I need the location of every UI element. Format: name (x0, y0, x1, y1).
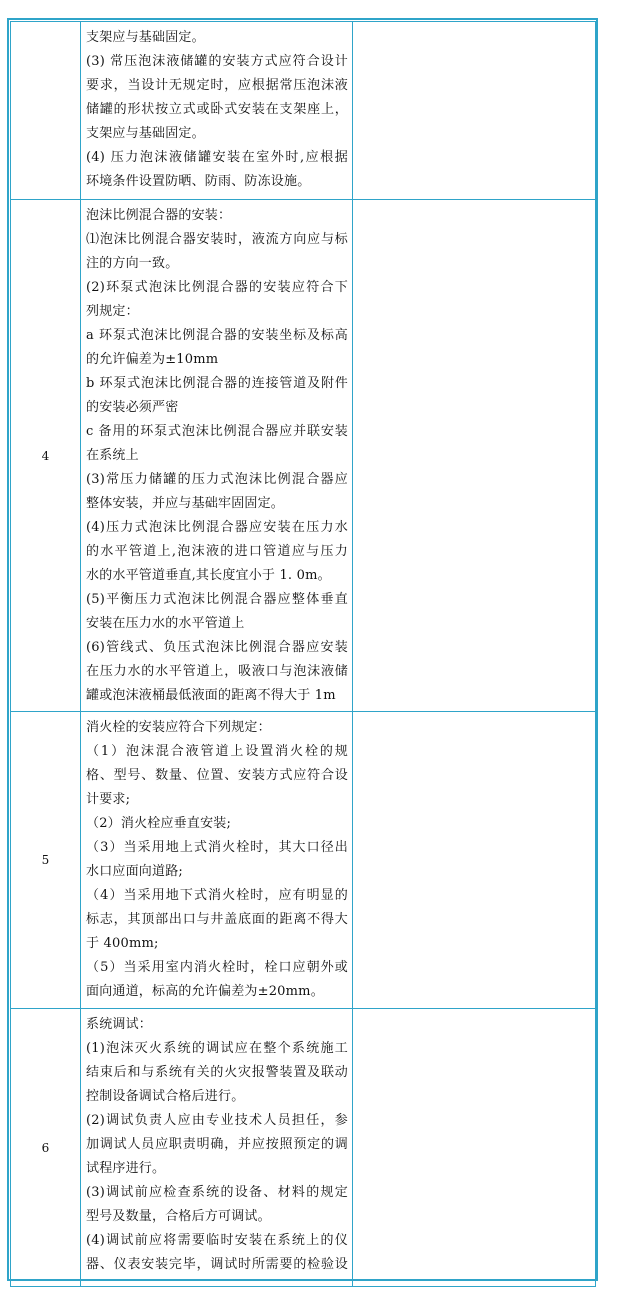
requirement-line: 要求，当设计无规定时，应根据常压泡沫液 (86, 78, 348, 93)
requirement-line: (3)常压力储罐的压力式泡沫比例混合器应 (86, 472, 348, 487)
requirement-line: 于 400mm; (86, 936, 159, 951)
requirement-line: 整体安装，并应与基础牢固固定。 (86, 496, 285, 511)
requirement-line: b 环泵式泡沫比例混合器的连接管道及附件 (86, 376, 348, 391)
requirement-line: 试程序进行。 (86, 1161, 166, 1176)
requirement-line: (5)平衡压力式泡沫比例混合器应整体垂直 (86, 592, 348, 607)
requirement-line: (4)调试前应将需要临时安装在系统上的仪 (86, 1233, 348, 1248)
item-number: 4 (11, 200, 81, 712)
requirement-line: 水口应面向道路; (86, 864, 183, 879)
requirement-line: (3)调试前应检查系统的设备、材料的规定 (86, 1185, 348, 1200)
requirement-line: （5）当采用室内消火栓时，栓口应朝外或 (86, 960, 348, 975)
requirement-line: 安装在压力水的水平管道上 (86, 616, 245, 631)
requirement-line: 结束后和与系统有关的火灾报警装置及联动 (86, 1065, 348, 1080)
requirement-line: 器、仪表安装完毕，调试时所需要的检验设 (86, 1257, 348, 1272)
requirement-line: 水的水平管道垂直,其长度宜小于 1. 0m。 (86, 568, 331, 583)
requirement-line: 控制设备调试合格后进行。 (86, 1089, 245, 1104)
requirement-line: c 备用的环泵式泡沫比例混合器应并联安装 (86, 424, 348, 439)
table-row (11, 712, 596, 1009)
requirement-line: 支架应与基础固定。 (86, 126, 205, 141)
requirement-line: (2)环泵式泡沫比例混合器的安装应符合下 (86, 280, 348, 295)
requirement-line: 在压力水的水平管道上，吸液口与泡沫液储 (86, 664, 348, 679)
item-number: 5 (11, 712, 81, 1009)
requirement-line: ⑴泡沫比例混合器安装时，液流方向应与标 (86, 232, 348, 247)
requirement-line: (4)压力式泡沫比例混合器应安装在压力水 (86, 520, 348, 535)
requirement-line: （4）当采用地下式消火栓时，应有明显的 (86, 888, 348, 903)
remark-cell (353, 22, 596, 200)
item-number (11, 22, 81, 200)
remark-cell (353, 712, 596, 1009)
requirement-line: 罐或泡沫液桶最低液面的距离不得大于 1m (86, 688, 336, 703)
requirement-line: (2)调试负责人应由专业技术人员担任，参 (86, 1113, 348, 1128)
requirement-line: (4) 压力泡沫液储罐安装在室外时,应根据 (86, 150, 348, 165)
requirement-line: 注的方向一致。 (86, 256, 179, 271)
requirement-line: (6)管线式、负压式泡沫比例混合器应安装 (86, 640, 348, 655)
requirement-line: 加调试人员应职责明确，并应按照预定的调 (86, 1137, 348, 1152)
requirement-line: 支架应与基础固定。 (86, 30, 205, 45)
requirement-line: 系统调试： (86, 1017, 153, 1032)
requirement-line: 储罐的形状按立式或卧式安装在支架座上， (86, 102, 348, 117)
requirement-line: (1)泡沫灭火系统的调试应在整个系统施工 (86, 1041, 348, 1056)
requirement-line: 列规定： (86, 304, 139, 319)
table-row (11, 1009, 596, 1287)
construction-spec-table (10, 21, 596, 1287)
remark-cell (353, 200, 596, 712)
requirement-line: （1）泡沫混合液管道上设置消火栓的规 (86, 744, 348, 759)
requirement-line: 的水平管道上,泡沫液的进口管道应与压力 (86, 544, 348, 559)
requirement-cell (81, 712, 353, 1009)
requirement-line: 标志，其顶部出口与井盖底面的距离不得大 (86, 912, 348, 927)
requirement-line: a 环泵式泡沫比例混合器的安装坐标及标高 (86, 328, 348, 343)
requirement-line: 的允许偏差为±10mm (86, 352, 219, 367)
requirement-line: 面向通道，标高的允许偏差为±20mm。 (86, 984, 324, 999)
table-row (11, 22, 596, 200)
requirement-line: （2）消火栓应垂直安装; (86, 816, 232, 831)
requirement-cell (81, 1009, 353, 1287)
requirement-line: 计要求; (86, 792, 131, 807)
requirement-line: 泡沫比例混合器的安装： (86, 208, 232, 223)
requirement-line: 型号及数量，合格后方可调试。 (86, 1209, 271, 1224)
requirement-line: 环境条件设置防晒、防雨、防冻设施。 (86, 174, 311, 189)
requirement-line: 的安装必须严密 (86, 400, 179, 415)
item-number: 6 (11, 1009, 81, 1287)
remark-cell (353, 1009, 596, 1287)
requirement-line: (3) 常压泡沫液储罐的安装方式应符合设计 (86, 54, 348, 69)
table-row (11, 200, 596, 712)
requirement-line: 在系统上 (86, 448, 139, 463)
requirement-cell (81, 200, 353, 712)
requirement-line: 消火栓的安装应符合下列规定： (86, 720, 271, 735)
requirement-line: （3）当采用地上式消火栓时，其大口径出 (86, 840, 348, 855)
requirement-line: 格、型号、数量、位置、安装方式应符合设 (86, 768, 348, 783)
requirement-cell (81, 22, 353, 200)
